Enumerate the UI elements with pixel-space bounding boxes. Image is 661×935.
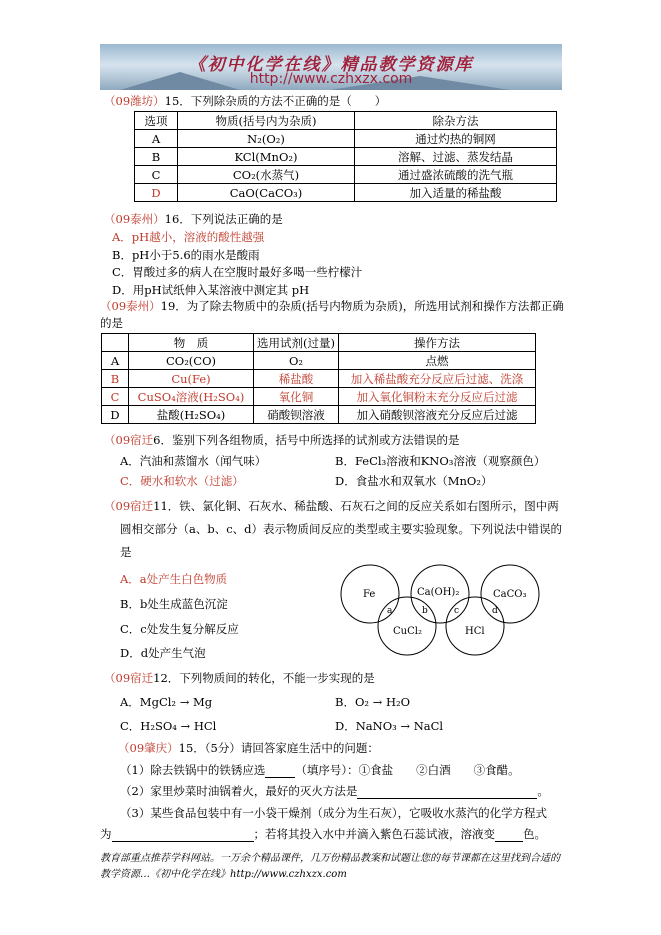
- q6-option-a: A．汽油和蒸馏水（闻气味）: [120, 454, 267, 468]
- table-cell: C: [102, 388, 129, 406]
- label-b: b: [422, 606, 428, 616]
- table-header-row: [135, 112, 557, 130]
- q12-option-c: [120, 719, 216, 734]
- table-cell: CO₂(CO): [129, 352, 254, 370]
- q12-option-a-from: A．MgCl₂: [120, 695, 177, 709]
- arrow-icon: →: [179, 695, 190, 709]
- table-cell: C: [135, 166, 178, 184]
- q12-option-b: [335, 695, 410, 710]
- table-header-row: [102, 334, 536, 352]
- table-cell: 通过灼热的铜网: [355, 130, 557, 148]
- table-header: 物质(括号内为杂质): [178, 112, 355, 130]
- label-fe: Fe: [363, 589, 376, 600]
- table-cell: 加入氧化铜粉末充分反应后过滤: [339, 388, 536, 406]
- table-cell: O₂: [254, 352, 339, 370]
- table-cell: 加入稀盐酸充分反应后过滤、洗涤: [339, 370, 536, 388]
- q15b-part1-prefix: （1）除去铁锅中的铁锈应选: [120, 763, 266, 777]
- q12-option-d-from: D．NaNO₃: [335, 719, 397, 733]
- q16-text: 16．下列说法正确的是: [164, 212, 283, 226]
- q16-question: [104, 212, 283, 227]
- label-caoh2: Ca(OH)₂: [417, 587, 460, 598]
- q12-option-c-to: HCl: [193, 719, 217, 733]
- arrow-icon: →: [372, 695, 383, 709]
- table-cell: KCl(MnO₂): [178, 148, 355, 166]
- table-cell: D: [102, 406, 129, 424]
- label-d: d: [492, 606, 498, 616]
- q11-question: [104, 499, 559, 514]
- q12-option-b-to: H₂O: [385, 695, 411, 709]
- table-cell: 通过盛浓硫酸的洗气瓶: [355, 166, 557, 184]
- q15b-part3-line2: [100, 827, 546, 842]
- q15b-part1: [120, 763, 520, 778]
- table-header: 除杂方法: [355, 112, 557, 130]
- q19-text-line2: 的是: [100, 316, 123, 330]
- q12-option-d: [335, 719, 443, 734]
- q12-option-d-to: NaCl: [413, 719, 444, 733]
- q15-table: [134, 111, 557, 202]
- q19-text-line1: 19．为了除去物质中的杂质(括号内物质为杂质)，所选用试剂和操作方法都正确: [160, 299, 564, 313]
- table-cell: 点燃: [339, 352, 536, 370]
- q12-option-b-from: B．O₂: [335, 695, 369, 709]
- table-cell: A: [102, 352, 129, 370]
- reaction-circle-diagram: [335, 558, 547, 658]
- table-cell: 加入硝酸钡溶液充分反应后过滤: [339, 406, 536, 424]
- q15b-part1-suffix: （填序号）：①食盐 ②白酒 ③食醋。: [295, 763, 520, 777]
- table-row: [102, 370, 536, 388]
- q11-text-line3: 是: [120, 545, 132, 559]
- footer-line2: 教学资源…《初中化学在线》http://www.czhxzx.com: [100, 869, 347, 880]
- q6-text: 6．鉴别下列各组物质，括号中所选择的试剂或方法错误的是: [153, 433, 460, 447]
- q15-source: （09潍坊）: [104, 94, 165, 108]
- label-hcl: HCl: [465, 626, 485, 637]
- table-row: [135, 148, 557, 166]
- q6-question: [104, 433, 459, 448]
- answer-blank-4[interactable]: [495, 828, 523, 842]
- label-a: a: [387, 606, 393, 616]
- q12-source: （09宿迁: [104, 671, 154, 685]
- answer-blank-2[interactable]: [357, 785, 537, 799]
- q16-option-a: A．pH越小，溶液的酸性越强: [112, 230, 265, 244]
- q15b-part2-suffix: 。: [537, 784, 549, 798]
- table-cell: B: [102, 370, 129, 388]
- q11-option-b: B．b处生成蓝色沉淀: [120, 597, 228, 611]
- table-row: [102, 388, 536, 406]
- q11-text-line1: 11．铁、氯化铜、石灰水、稀盐酸、石灰石之间的反应关系如右图所示，图中两: [153, 499, 559, 513]
- table-cell: 氧化铜: [254, 388, 339, 406]
- table-header: 选用试剂(过量): [254, 334, 339, 352]
- table-cell: 盐酸(H₂SO₄): [129, 406, 254, 424]
- banner-title: 《初中化学在线》精品教学资源库: [188, 55, 474, 75]
- q11-option-d: D．d处产生气泡: [120, 646, 206, 660]
- table-cell: A: [135, 130, 178, 148]
- q15b-part3-suffix: 色。: [523, 827, 546, 841]
- q15b-part3-middle: ；若将其投入水中并滴入紫色石蕊试液，溶液变: [253, 827, 495, 841]
- answer-blank-1[interactable]: [265, 764, 295, 778]
- q11-option-c: C．c处发生复分解反应: [120, 622, 239, 636]
- q15b-part3-prefix: 为: [100, 827, 112, 841]
- q6-source: （09宿迁: [104, 433, 154, 447]
- q16-option-d: D．用pH试纸伸入某溶液中测定其 pH: [112, 283, 310, 297]
- q16-source: （09泰州）: [104, 212, 165, 226]
- q16-option-c: C．胃酸过多的病人在空腹时最好多喝一些柠檬汁: [112, 265, 363, 279]
- table-row: [102, 352, 536, 370]
- table-header: 操作方法: [339, 334, 536, 352]
- q12-text: 12．下列物质间的转化，不能一步实现的是: [153, 671, 375, 685]
- table-cell: 硝酸钡溶液: [254, 406, 339, 424]
- q19-table: [101, 333, 536, 424]
- q19-question: [100, 299, 564, 314]
- q12-question: [104, 671, 375, 686]
- q15-question: [104, 94, 386, 109]
- q15b-part3-line1: （3）某些食品包装中有一小袋干燥剂（成分为生石灰），它吸收水蒸汽的化学方程式: [120, 806, 548, 820]
- q15b-source: （09肇庆）: [118, 741, 179, 755]
- table-cell: D: [135, 184, 178, 202]
- table-row: [102, 406, 536, 424]
- table-cell: 溶解、过滤、蒸发结晶: [355, 148, 557, 166]
- arrow-icon: →: [180, 719, 191, 733]
- table-cell: CaO(CaCO₃): [178, 184, 355, 202]
- q15b-question: [118, 741, 379, 756]
- table-cell: 稀盐酸: [254, 370, 339, 388]
- q12-option-a: [120, 695, 212, 710]
- table-row: [135, 130, 557, 148]
- q11-option-a: A．a处产生白色物质: [120, 572, 228, 586]
- q16-option-b: B．pH小于5.6的雨水是酸雨: [112, 248, 260, 262]
- q12-option-a-to: Mg: [192, 695, 213, 709]
- q11-source: （09宿迁: [104, 499, 154, 513]
- table-cell: Cu(Fe): [129, 370, 254, 388]
- q19-source: （09泰州）: [100, 299, 161, 313]
- label-caco3: CaCO₃: [493, 589, 527, 600]
- q15-text: 15．下列除杂质的方法不正确的是（ ）: [164, 94, 387, 108]
- footer-line1: 教育部重点推荐学科网站。一万余个精品课件，几万份精品教案和试题让您的每节课都在这里找到合适的: [100, 853, 560, 864]
- q6-option-b: B．FeCl₃溶液和KNO₃溶液（观察颜色）: [335, 454, 546, 468]
- arrow-icon: →: [400, 719, 411, 733]
- banner-url[interactable]: http://www.czhxzx.com: [249, 71, 413, 87]
- table-cell: CO₂(水蒸气): [178, 166, 355, 184]
- q15b-part2: [120, 784, 549, 799]
- q12-option-c-from: C．H₂SO₄: [120, 719, 177, 733]
- answer-blank-3[interactable]: [112, 828, 254, 842]
- header-banner: [100, 44, 562, 90]
- table-header: [102, 334, 129, 352]
- q11-text-line2: 圆相交部分（a、b、c、d）表示物质间反应的类型或主要实验现象。下列说法中错误的: [120, 522, 563, 536]
- label-c: c: [454, 606, 460, 616]
- table-header: 选项: [135, 112, 178, 130]
- table-cell: B: [135, 148, 178, 166]
- table-row: [135, 166, 557, 184]
- q15b-text: 15．（5分）请回答家庭生活中的问题：: [178, 741, 379, 755]
- label-cucl2: CuCl₂: [393, 626, 422, 637]
- table-cell: N₂(O₂): [178, 130, 355, 148]
- q6-option-c: C．硬水和软水（过滤）: [120, 474, 244, 488]
- table-cell: CuSO₄溶液(H₂SO₄): [129, 388, 254, 406]
- table-cell: 加入适量的稀盐酸: [355, 184, 557, 202]
- q15b-part2-prefix: （2）家里炒菜时油锅着火，最好的灭火方法是: [120, 784, 358, 798]
- q6-option-d: D．食盐水和双氧水（MnO₂）: [335, 474, 493, 488]
- table-row: [135, 184, 557, 202]
- table-header: 物 质: [129, 334, 254, 352]
